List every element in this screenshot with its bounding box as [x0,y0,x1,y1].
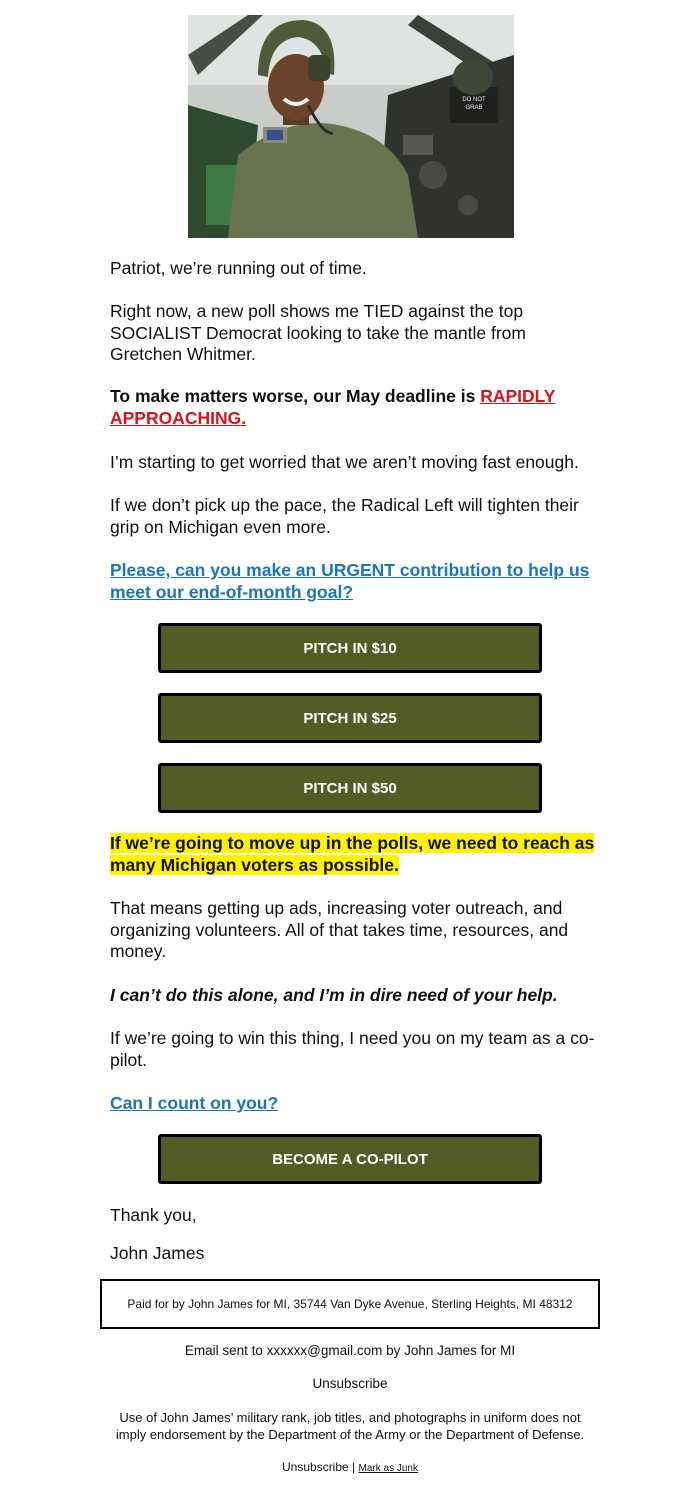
deadline-paragraph [110,386,600,429]
footer-links [0,1460,700,1474]
deadline-lead: To make matters worse, our May deadline is [110,386,481,406]
rapidly-approaching-text: RAPIDLY APPROACHING. [110,386,556,428]
worried-paragraph: I’m starting to get worried that we aren’t moving fast enough. [110,452,579,472]
email-sent-to-text: Email sent to xxxxxx@gmail.com by John James for MI [184,1343,516,1358]
count-on-you-link[interactable]: Can I count on you? [110,1093,279,1113]
co-pilot-paragraph: If we’re going to win this thing, I need you on my team as a co-pilot. [110,1028,595,1070]
dire-need-paragraph: I can’t do this alone, and I’m in dire need of your help. [110,985,558,1005]
become-co-pilot-button[interactable]: BECOME A CO-PILOT [158,1134,542,1184]
separator: | [352,1460,356,1474]
highlighted-text: If we’re going to move up in the polls, we need to reach as many Michigan voters as possible. [110,833,595,875]
hero-photo-pilot [188,15,514,238]
signature-text: John James [110,1243,205,1263]
pilot-illustration [188,15,514,238]
means-paragraph: That means getting up ads, increasing voter outreach, and organizing volunteers. All of that takes time, resources, and money. [110,898,569,961]
military-disclaimer: Use of John James’ military rank, job titles, and photographs in uniform does not imply endorsement by the Department of the Army or the Department of Defense. [115,1410,585,1442]
pace-paragraph: If we don’t pick up the pace, the Radical Left will tighten their grip on Michigan even more. [110,495,579,537]
polls-paragraph [110,833,600,876]
pitch-in-10-button[interactable]: PITCH IN $10 [158,623,542,673]
unsubscribe-link-bottom[interactable]: Unsubscribe [282,1460,349,1474]
mark-as-junk-link[interactable]: Mark as Junk [358,1463,418,1474]
thank-you-text: Thank you, [110,1205,197,1225]
svg-text:GRAB: GRAB [465,105,483,111]
pitch-in-50-button[interactable]: PITCH IN $50 [158,763,542,813]
paid-for-text: Paid for by John James for MI, 35744 Van Dyke Avenue, Sterling Heights, MI 48312 [127,1297,573,1311]
pitch-in-25-button[interactable]: PITCH IN $25 [158,693,542,743]
do-not-grab-label: DO NOT [462,97,486,103]
urgent-contribution-paragraph [110,560,600,603]
urgent-contribution-link[interactable]: Please, can you make an URGENT contribution to help us meet our end-of-month goal? [110,560,590,602]
poll-paragraph: Right now, a new poll shows me TIED against the top SOCIALIST Democrat looking to take the mantle from Gretchen Whitmer. [110,301,526,364]
greeting-text: Patriot, we’re running out of time. [110,258,367,278]
paid-for-disclaimer-box [100,1279,600,1329]
unsubscribe-link[interactable]: Unsubscribe [312,1376,388,1391]
count-on-you-paragraph [110,1093,600,1115]
